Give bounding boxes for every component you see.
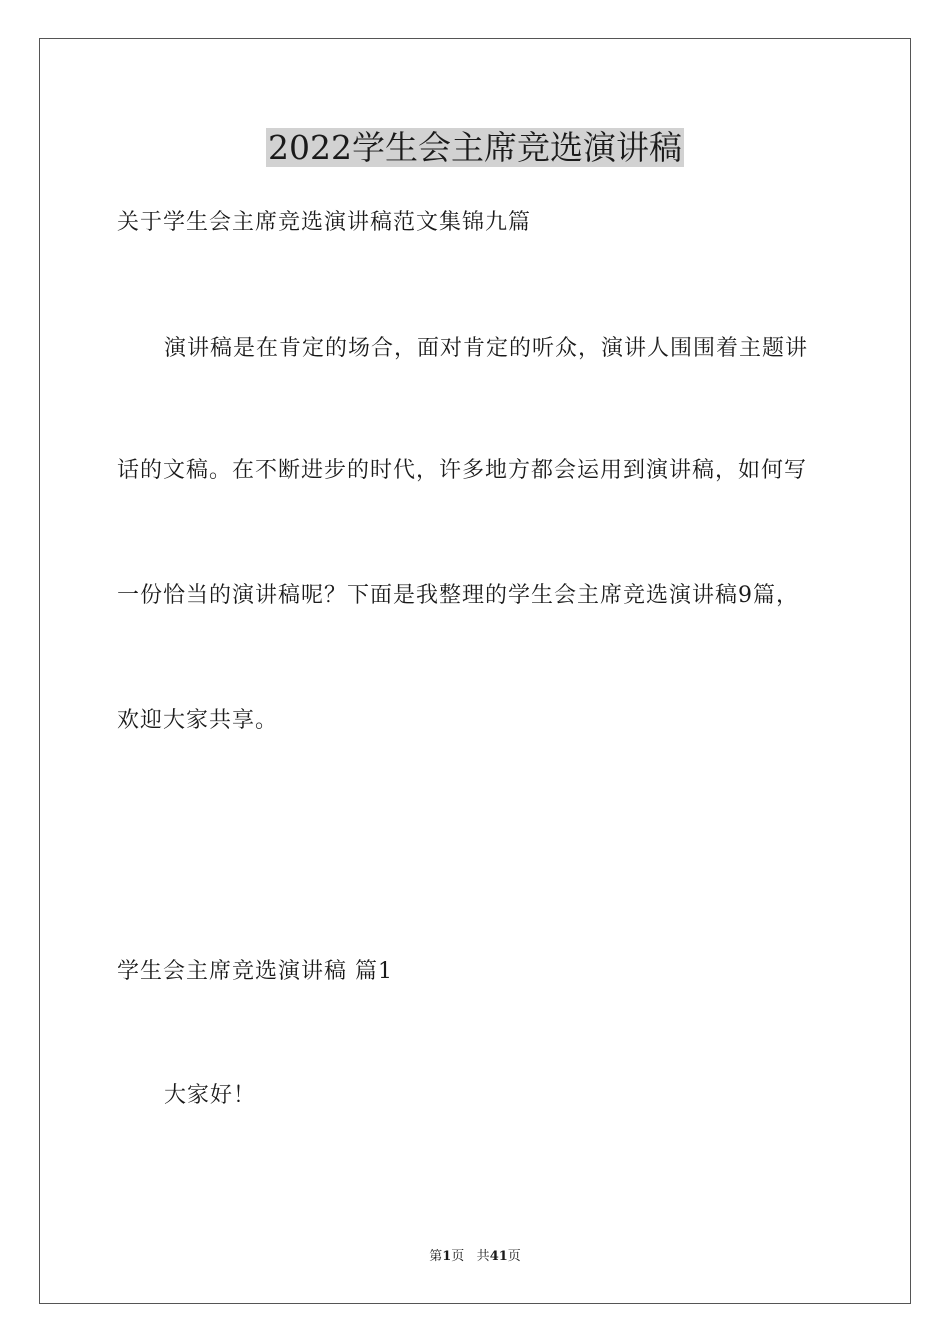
intro-line-3: 一份恰当的演讲稿呢？下面是我整理的学生会主席竞选演讲稿9篇， <box>117 583 799 608</box>
intro-line-2: 话的文稿。在不断进步的时代，许多地方都会运用到演讲稿，如何写 <box>117 458 808 483</box>
document-title-text: 2022学生会主席竞选演讲稿 <box>268 128 682 167</box>
page-prefix: 第 <box>429 1249 443 1264</box>
total-prefix: 共 <box>476 1249 490 1264</box>
page-suffix: 页 <box>451 1249 465 1264</box>
total-pages: 41 <box>489 1249 508 1264</box>
page-number: 1 <box>442 1249 452 1264</box>
greeting: 大家好！ <box>164 1083 257 1108</box>
page-footer <box>0 1248 950 1266</box>
intro-line-1: 演讲稿是在肯定的场合，面对肯定的听众，演讲人围围着主题讲 <box>164 336 809 361</box>
document-subtitle: 关于学生会主席竞选演讲稿范文集锦九篇 <box>117 210 532 235</box>
section-heading: 学生会主席竞选演讲稿 篇1 <box>117 959 393 984</box>
intro-line-4: 欢迎大家共享。 <box>117 708 279 733</box>
total-suffix: 页 <box>507 1249 521 1264</box>
document-title <box>0 126 950 170</box>
